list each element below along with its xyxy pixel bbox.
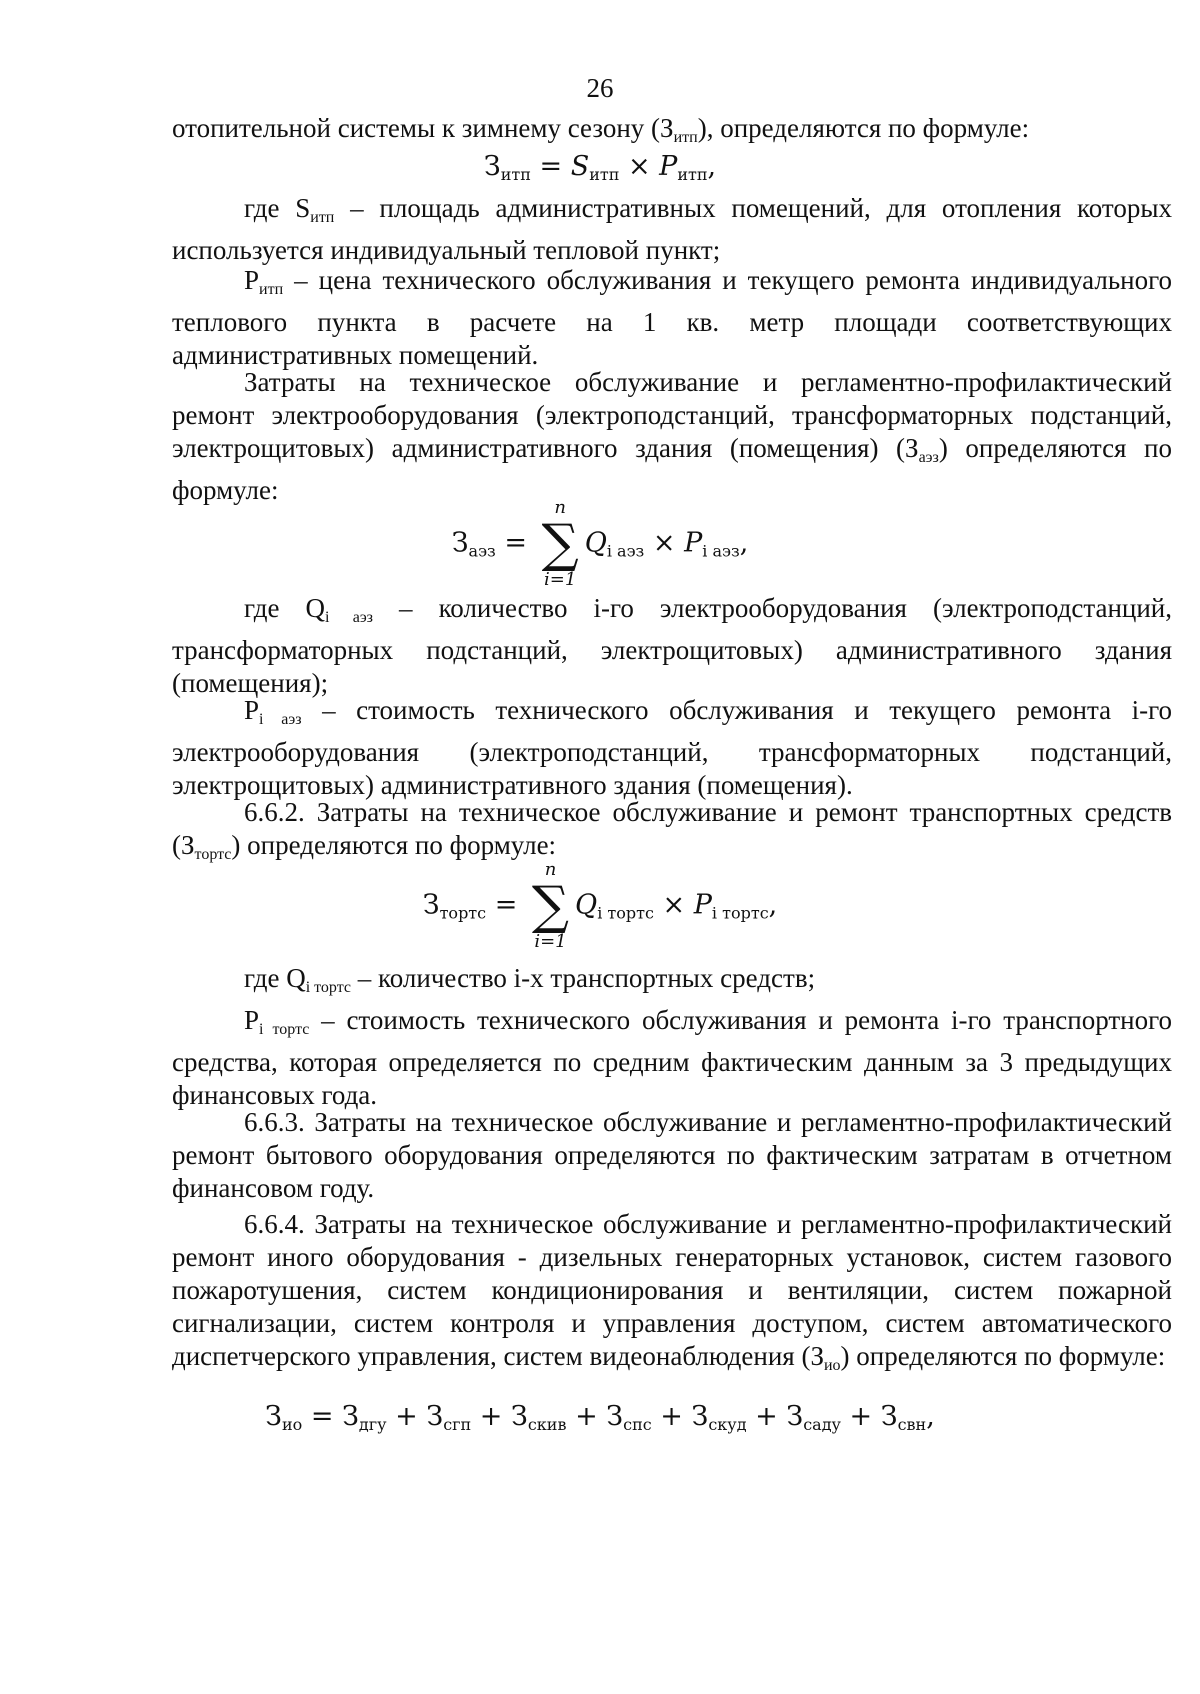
subscript: сгп <box>443 1415 472 1434</box>
text: P <box>244 695 260 725</box>
subscript: итп <box>500 165 531 184</box>
operator: + <box>840 1401 881 1432</box>
subscript: спс <box>623 1415 652 1434</box>
subscript: ио <box>823 1357 841 1374</box>
formula-term: P <box>693 889 712 921</box>
text: 6.6.3. Затраты на техническое обслуживание и регламентно-профилактический ремонт бытового оборудования определяются по фактическим затратам в отчетном финансовом году. <box>172 1107 1172 1203</box>
text: – цена технического обслуживания и текущего ремонта индивидуального теплового пункта в расчете на 1 кв. метр площади соответствующих административных помещений. <box>172 265 1172 370</box>
subscript: i аэз <box>702 541 740 561</box>
subscript: аэз <box>468 541 496 561</box>
text: – количество i-го электрооборудования (электроподстанций, трансформаторных подстанций, электрощитовых) административного здания (помещения); <box>172 593 1172 698</box>
subscript: тортс <box>194 846 232 863</box>
sum-upper-limit: n <box>554 497 566 518</box>
subscript: i аэз <box>324 609 373 626</box>
text: – количество i-х транспортных средств; <box>351 963 816 993</box>
paragraph-electrical <box>172 366 1172 507</box>
definition-p-aez <box>172 694 1172 802</box>
text: отопительной системы к зимнему сезону (З <box>172 113 674 143</box>
formula-term: S <box>570 151 590 182</box>
operator: = <box>530 151 571 182</box>
text: ) определяются по формуле: <box>840 1341 1166 1371</box>
subscript: итп <box>673 129 698 146</box>
sigma-symbol: ∑ <box>541 514 579 574</box>
formula-term: З <box>451 527 469 559</box>
text: где Q <box>244 593 325 623</box>
operator: = <box>495 527 536 559</box>
operator: × <box>644 527 685 559</box>
formula-itp <box>0 150 1200 191</box>
formula-term: З <box>511 1401 528 1432</box>
subscript: аэз <box>918 449 939 466</box>
text: – площадь административных помещений, для отопления которых используется индивидуальный тепловой пункт; <box>172 193 1172 265</box>
subscript: ио <box>282 1415 303 1434</box>
formula-term: Q <box>584 527 607 559</box>
formula-term: З <box>691 1401 709 1432</box>
text: P <box>244 265 260 295</box>
formula-term: З <box>342 1401 359 1432</box>
subscript: тортс <box>439 903 487 923</box>
definition-p-itp <box>172 264 1172 372</box>
formula-term: З <box>426 1401 444 1432</box>
subscript: i тортс <box>259 1021 310 1038</box>
text: ), определяются по формуле: <box>697 113 1030 143</box>
punctuation: , <box>707 151 717 182</box>
text: Затраты на техническое обслуживание и регламентно-профилактический ремонт электрооборудования (электроподстанций, трансформаторных подстанций, электрощитовых) административного здания (помещения) (З <box>172 367 1172 463</box>
text: 6.6.4. Затраты на техническое обслуживание и регламентно-профилактический ремонт иного оборудования - дизельных генераторных установок, систем газового пожаротушения, систем кондиционирования и вентиляции, систем пожарной сигнализации, систем контроля и управления доступом, систем автоматического диспетчерского управления, систем видеонаблюдения (З <box>172 1209 1172 1371</box>
paragraph-6-6-3 <box>172 1106 1172 1205</box>
subscript: итп <box>589 165 620 184</box>
subscript: i тортс <box>711 903 769 923</box>
formula-term: З <box>265 1401 282 1432</box>
paragraph-6-6-4 <box>172 1208 1172 1382</box>
formula-term: P <box>684 527 703 559</box>
text: – стоимость технического обслуживания и ремонта i-го транспортного средства, которая определяется по средним фактическим данным за 3 предыдущих финансовых года. <box>172 1005 1172 1110</box>
sum-lower-limit: i=1 <box>534 931 567 952</box>
summation <box>542 498 579 590</box>
text: где Q <box>244 963 306 993</box>
operator: × <box>619 151 660 182</box>
subscript: скив <box>527 1415 567 1434</box>
formula-term: З <box>483 151 501 182</box>
definition-s-itp <box>172 192 1172 267</box>
text: ) определяются по формуле: <box>231 830 557 860</box>
page-number: 26 <box>586 73 614 103</box>
formula-term: P <box>659 151 678 182</box>
definition-p-tortc <box>172 1004 1172 1112</box>
operator: + <box>651 1401 692 1432</box>
formula-term: Q <box>575 889 598 921</box>
operator: = <box>302 1401 343 1432</box>
punctuation: , <box>768 889 778 921</box>
formula-term: З <box>786 1401 804 1432</box>
operator: + <box>746 1401 787 1432</box>
subscript: итп <box>310 209 335 226</box>
text: – стоимость технического обслуживания и текущего ремонта i-го электрооборудования (электроподстанций, трансформаторных подстанций, электрощитовых) административного здания (помещения). <box>172 695 1173 800</box>
text: где S <box>244 193 311 223</box>
operator: × <box>653 889 694 921</box>
subscript: дгу <box>358 1415 387 1434</box>
formula-term: З <box>422 889 440 921</box>
subscript: итп <box>259 281 284 298</box>
operator: + <box>471 1401 512 1432</box>
formula-term: З <box>606 1401 624 1432</box>
operator: + <box>386 1401 427 1432</box>
text: 6.6.2. Затраты на техническое обслуживание и ремонт транспортных средств (З <box>172 797 1172 860</box>
operator: = <box>486 889 526 921</box>
paragraph-intro <box>172 112 1172 154</box>
subscript: скуд <box>708 1415 747 1434</box>
subscript: итп <box>677 165 708 184</box>
text: ) определяются по формуле: <box>172 433 1172 505</box>
operator: + <box>566 1401 607 1432</box>
text: P <box>244 1005 260 1035</box>
definition-q-tortc <box>172 962 1172 1004</box>
punctuation: , <box>739 527 749 559</box>
subscript: свн <box>897 1415 927 1434</box>
subscript: i аэз <box>259 711 302 728</box>
formula-tortc <box>0 860 1200 952</box>
formula-term: З <box>880 1401 898 1432</box>
formula-io <box>0 1400 1200 1441</box>
sum-upper-limit: n <box>544 859 557 880</box>
sum-lower-limit: i=1 <box>543 569 577 590</box>
punctuation: , <box>926 1401 935 1432</box>
subscript: i тортс <box>305 979 352 996</box>
subscript: саду <box>803 1415 841 1434</box>
formula-aez <box>0 498 1200 590</box>
sigma-symbol: ∑ <box>531 876 570 936</box>
subscript: i аэз <box>606 541 645 561</box>
summation <box>532 860 569 952</box>
subscript: i тортс <box>597 903 654 923</box>
definition-q-aez <box>172 592 1172 700</box>
